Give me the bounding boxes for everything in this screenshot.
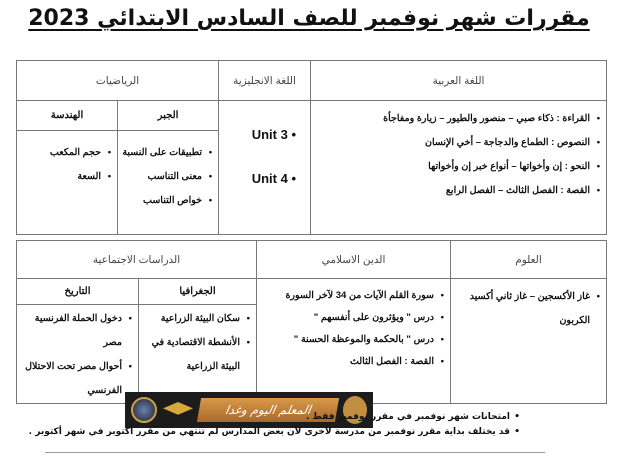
header-arabic: اللغة العربية bbox=[311, 61, 607, 101]
divider bbox=[45, 452, 545, 453]
history-cell bbox=[17, 305, 139, 404]
list-item: • القراءة : ذكاء صبي – منصور والطيور – زيارة ومفاجأة bbox=[315, 107, 600, 131]
arabic-cell bbox=[311, 101, 607, 235]
subheader-geography: الجغرافيا bbox=[139, 279, 257, 305]
english-cell bbox=[219, 101, 311, 235]
header-social: الدراسات الاجتماعية bbox=[17, 241, 257, 279]
subheader-algebra: الجبر bbox=[118, 101, 219, 131]
list-item: • تطبيقات على النسبة bbox=[122, 141, 212, 165]
list-item: • الأنشطة الاقتصادية في البيئة الزراعية bbox=[143, 331, 250, 379]
header-math: الرياضيات bbox=[17, 61, 219, 101]
list-item: • أحوال مصر تحت الاحتلال الفرنسي bbox=[21, 355, 132, 403]
table-science-religion-social bbox=[16, 240, 607, 404]
subheader-history: التاريخ bbox=[17, 279, 139, 305]
list-item: • معنى التناسب bbox=[122, 165, 212, 189]
geometry-cell bbox=[17, 131, 118, 235]
list-item: • سورة القلم الآيات من 34 لآخر السورة bbox=[261, 285, 444, 307]
list-item: Unit 4 • bbox=[251, 171, 297, 186]
header-religion: الدين الاسلامي bbox=[257, 241, 451, 279]
header-science: العلوم bbox=[451, 241, 607, 279]
algebra-cell bbox=[118, 131, 219, 235]
subheader-geometry: الهندسة bbox=[17, 101, 118, 131]
list-item: • درس " بالحكمة والموعظة الحسنة " bbox=[261, 329, 444, 351]
list-item: • القصة : الفصل الثالث bbox=[261, 351, 444, 373]
notes bbox=[29, 410, 520, 440]
banner-slogan: المعلم اليوم وغدا bbox=[197, 398, 339, 422]
science-cell bbox=[451, 279, 607, 404]
religion-cell bbox=[257, 279, 451, 404]
list-item: • دخول الحملة الفرنسية مصر bbox=[21, 307, 132, 355]
page-title: مقررات شهر نوفمبر للصف السادس الابتدائي 2023 bbox=[28, 6, 590, 31]
list-item: • خواص التناسب bbox=[122, 189, 212, 213]
list-item: • النحو : إن وأخواتها – أنواع خبر إن وأخواتها bbox=[315, 155, 600, 179]
list-item: • النصوص : الطماع والدجاجة – أخي الإنسان bbox=[315, 131, 600, 155]
note: • قد يختلف بداية مقرر نوفمبر من مدرسة لأخرى لأن بعض المدارس لم تنتهي من مقرر أكتوبر في شهر أكتوبر . bbox=[29, 425, 520, 440]
list-item: Unit 3 • bbox=[251, 127, 297, 142]
geography-cell bbox=[139, 305, 257, 404]
header-english: اللغة الانجليزية bbox=[219, 61, 311, 101]
list-item: • السعة bbox=[21, 165, 111, 189]
list-item: • درس " ويؤثرون على أنفسهم " bbox=[261, 307, 444, 329]
list-item: • سكان البيئة الزراعية bbox=[143, 307, 250, 331]
list-item: • غاز الأكسجين – غاز ثاني أكسيد الكربون bbox=[455, 285, 600, 333]
list-item: • حجم المكعب bbox=[21, 141, 111, 165]
list-item: • القصة : الفصل الثالث – الفصل الرابع bbox=[315, 179, 600, 203]
table-languages-math bbox=[16, 60, 607, 235]
note: • امتحانات شهر نوفمبر في مقرر نوفمبر فقط . bbox=[29, 410, 520, 425]
